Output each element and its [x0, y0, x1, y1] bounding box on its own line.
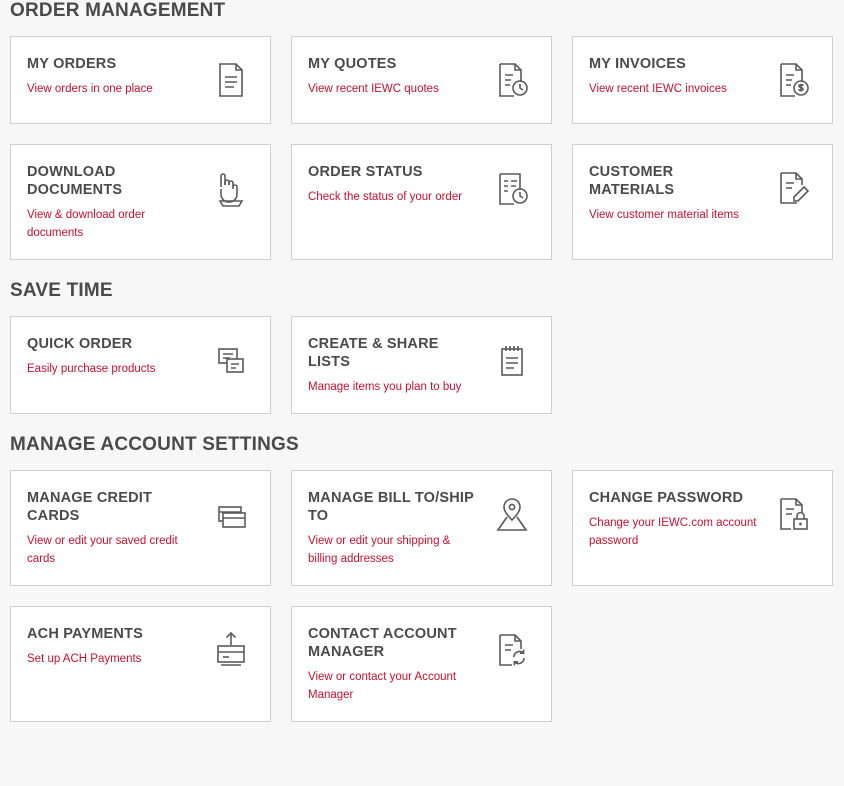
stacked-docs-icon: [208, 337, 254, 383]
card-title: MY ORDERS: [27, 56, 117, 72]
notepad-icon: [489, 337, 535, 383]
card-subtitle: View customer material items: [589, 209, 739, 222]
card-text: [308, 335, 476, 397]
credit-cards-icon: [208, 491, 254, 537]
card-text: [589, 163, 757, 225]
card-text: [27, 163, 195, 243]
card-customer-materials[interactable]: [572, 144, 833, 260]
clipboard-clock-icon: [489, 165, 535, 211]
card-text: [308, 489, 476, 569]
card-title: ACH PAYMENTS: [27, 625, 143, 642]
card-subtitle: View or edit your shipping & billing addresses: [308, 535, 451, 565]
card-create-share-lists[interactable]: [291, 316, 552, 414]
card-download-documents[interactable]: [10, 144, 271, 260]
card-subtitle: View or contact your Account Manager: [308, 671, 457, 701]
card-title: CHANGE PASSWORD: [589, 489, 744, 506]
document-lines-icon: [208, 57, 254, 103]
document-refresh-icon: [489, 627, 535, 673]
card-change-password[interactable]: [572, 470, 833, 586]
card-my-invoices[interactable]: [572, 36, 833, 124]
section-heading-save-time: SAVE TIME: [10, 279, 113, 301]
document-clock-icon: [489, 57, 535, 103]
card-title: DOWNLOAD DOCUMENTS: [27, 164, 123, 199]
hand-download-icon: [208, 165, 254, 211]
card-text: [27, 489, 195, 569]
card-my-quotes[interactable]: [291, 36, 552, 124]
card-subtitle: View or edit your saved credit cards: [27, 535, 178, 565]
section-heading-manage-account-settings: MANAGE ACCOUNT SETTINGS: [10, 433, 299, 455]
card-ach-payments[interactable]: [10, 606, 271, 722]
card-subtitle: Easily purchase products: [27, 363, 156, 375]
card-title: CUSTOMER MATERIALS: [589, 164, 675, 199]
card-subtitle: Manage items you plan to buy: [308, 381, 462, 394]
card-text: [589, 489, 757, 551]
section-heading-order-management: ORDER MANAGEMENT: [10, 0, 226, 21]
card-text: [308, 55, 439, 99]
card-text: [308, 163, 462, 207]
card-title: CREATE & SHARE LISTS: [308, 335, 439, 370]
card-manage-credit-cards[interactable]: [10, 470, 271, 586]
card-title: ORDER STATUS: [308, 164, 423, 180]
card-order-status[interactable]: [291, 144, 552, 260]
card-title: MANAGE CREDIT CARDS: [27, 489, 153, 525]
card-contact-account-manager[interactable]: [291, 606, 552, 722]
card-title: CONTACT ACCOUNT MANAGER: [308, 625, 457, 660]
card-subtitle: View orders in one place: [27, 83, 153, 96]
card-manage-bill-to-ship-to[interactable]: [291, 470, 552, 586]
card-title: QUICK ORDER: [27, 335, 133, 352]
document-pencil-icon: [770, 165, 816, 211]
card-text: [308, 625, 476, 705]
card-subtitle: Set up ACH Payments: [27, 652, 142, 665]
card-text: [589, 55, 727, 99]
document-lock-icon: [770, 491, 816, 537]
card-text: [27, 625, 143, 669]
bank-upload-icon: [208, 627, 254, 673]
card-quick-order[interactable]: [10, 316, 271, 414]
card-grid-save-time: [0, 316, 844, 434]
card-subtitle: Change your IEWC.com account password: [589, 517, 757, 547]
card-grid-order-management: [0, 36, 844, 280]
card-subtitle: View recent IEWC invoices: [589, 83, 727, 96]
card-subtitle: View & download order documents: [27, 209, 146, 240]
card-my-orders[interactable]: [10, 36, 271, 124]
card-title: MANAGE BILL TO/SHIP TO: [308, 489, 474, 525]
card-text: [27, 335, 155, 379]
card-subtitle: View recent IEWC quotes: [308, 83, 439, 96]
map-pin-icon: [489, 491, 535, 537]
card-title: MY INVOICES: [589, 56, 687, 72]
card-title: MY QUOTES: [308, 56, 397, 72]
card-grid-manage-account-settings: [0, 470, 844, 742]
card-subtitle: Check the status of your order: [308, 191, 463, 204]
document-dollar-icon: [770, 57, 816, 103]
card-text: [27, 55, 153, 99]
